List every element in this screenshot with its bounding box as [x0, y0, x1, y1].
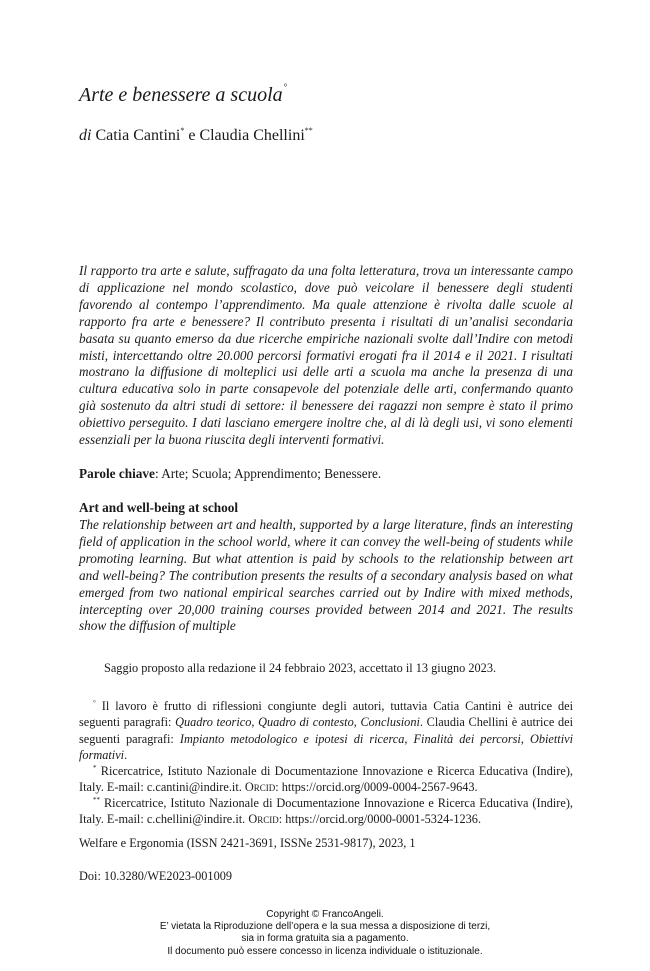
separator: . [124, 747, 128, 762]
abstract-english: The relationship between art and health, supported by a large literature, finds an interesting field of application in the school world, where it can convey the well-being of students while promoting learning. But what attention is paid by schools to the relationship between art and well-being? The contribution presents the results of a secondary analysis based on what emerged from two national empirical searches carried out by Indire with mixed methods, intercepting over 20,000 training courses provided between 2014 and 2021. The results show the diffusion of multiple [79, 517, 573, 634]
author-line [79, 120, 313, 147]
copyright-line-1: Copyright © FrancoAngeli. [266, 909, 384, 920]
author-prefix: di [79, 127, 92, 144]
article-title-text: Arte e benessere a scuola [79, 84, 283, 106]
section-name: Conclusioni [360, 715, 420, 730]
english-title: Art and well-being at school [79, 500, 238, 515]
separator: , [404, 731, 414, 746]
keywords-values: Arte; Scuola; Apprendimento; Benessere. [161, 466, 382, 481]
orcid-label: Orcid [244, 780, 276, 795]
article-title [79, 74, 287, 108]
keywords-line: Parole chiave: Arte; Scuola; Apprendimento; Benessere. [79, 466, 382, 481]
section-name: Quadro di contesto [258, 715, 354, 730]
separator: , [353, 715, 361, 730]
footnote-text: . Claudia Chellini è autrice dei seguenti paragrafi: [79, 715, 573, 746]
section-name: Obiettivi formativi [79, 731, 573, 762]
separator: , [251, 715, 259, 730]
orcid-link[interactable]: : https://orcid.org/0000-0001-5324-1236. [278, 812, 482, 827]
copyright-line-4: Il documento può essere concesso in licenza individuale o istituzionale. [167, 945, 483, 957]
copyright-line-2: E’ vietata la Riproduzione dell’opera e la sua messa a disposizione di terzi, [159, 921, 491, 933]
footnote-text: Il lavoro è frutto di riflessioni congiunte degli autori, tuttavia Catia Cantini è autrice dei seguenti paragrafi: [79, 699, 573, 730]
footnote-author-1 [79, 760, 573, 796]
copyright-notice [0, 909, 650, 958]
author-name-2: Claudia Chellini [199, 127, 305, 144]
footnote-author-2 [79, 792, 573, 828]
footnote-marker-2: * [93, 764, 97, 772]
submission-note: Saggio proposto alla redazione il 24 febbraio 2023, accettato il 13 giugno 2023. [104, 661, 497, 675]
section-name: Finalità dei percorsi [413, 731, 521, 746]
author-name-1: Catia Cantini [95, 127, 181, 144]
orcid-link[interactable]: : https://orcid.org/0009-0004-2567-9643. [275, 780, 478, 795]
abstract-italian: Il rapporto tra arte e salute, suffragato da una folta letteratura, trova un interessante campo di applicazione nel mondo scolastico, dove può veicolare il benessere degli studenti favorendo al contempo l’apprendimento. Ma quale attenzione è rivolta dalle scuole al rapporto fra arte e benessere? Il contributo presenta i risultati di un’analisi secondaria basata su quanto emerso da due ricerche empiriche nazionali svolte dall’Indire con metodi misti, intercettando oltre 20.000 percorsi formativi erogati fra il 2014 e il 2021. I risultati mostrano la diffusione di molteplici usi delle arti a scuola ma anche la presenza di una cultura educativa solo in parte consapevole del potenziale delle arti, confermando quanto già sostenuto da altri studi di settore: il benessere dei ragazzi non sempre è stato il primo obiettivo perseguito. I dati lasciano emergere inoltre che, al di là degli usi, vi sono elementi essenziali per la buona riuscita degli interventi formativi. [79, 263, 573, 448]
section-name: Impianto metodologico e ipotesi di ricerca [179, 731, 405, 746]
footnote-marker-3: ** [93, 796, 100, 804]
journal-info: Welfare e Ergonomia (ISSN 2421-3691, ISSNe 2531-9817), 2023, 1 [79, 836, 416, 850]
footnote-marker-1: ° [93, 699, 96, 707]
copyright-line-3: sia in forma gratuita sia a pagamento. [241, 933, 409, 945]
author-marker-1: * [180, 126, 185, 135]
keywords-label: Parole chiave [79, 466, 155, 481]
footnote-text: Ricercatrice, Istituto Nazionale di Documentazione Innovazione e Ricerca Educativa (Indire), Italy. E-mail: c.chellini@indire.it. [79, 796, 574, 827]
author-conjunction: e [188, 127, 196, 144]
orcid-label: Orcid [248, 812, 279, 827]
separator: , [520, 731, 530, 746]
author-marker-2: ** [304, 126, 313, 135]
footnote-contributions [79, 695, 573, 763]
doi[interactable]: Doi: 10.3280/WE2023-001009 [79, 869, 233, 883]
footnote-text: Ricercatrice, Istituto Nazionale di Documentazione Innovazione e Ricerca Educativa (Indire), Italy. E-mail: c.cantini@indire.it. [79, 764, 573, 795]
section-name: Quadro teorico [175, 715, 252, 730]
title-footnote-marker: ° [283, 82, 288, 92]
